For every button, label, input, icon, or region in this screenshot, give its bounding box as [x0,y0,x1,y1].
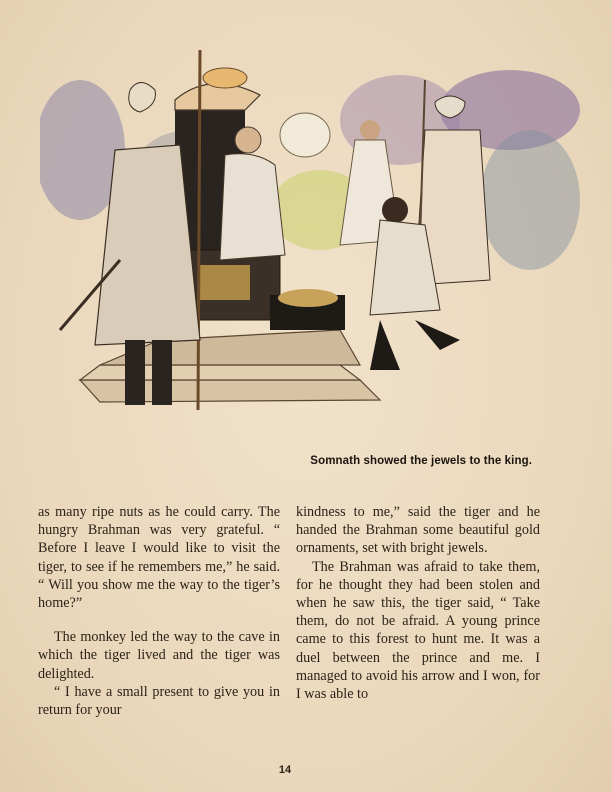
paragraph: The Brahman was afraid to take them, for he thought they had been stolen and when he saw this, the tiger said, “ Take them, do not be afraid. A young prince came to this forest to hunt me. It was a duel between the prince and me. I managed to avoid his arrow and I won, for I was able to [296,558,540,703]
paragraph: as many ripe nuts as he could carry. The hungry Brahman was very grateful. “ Before I leave I would like to visit the tiger, to see if he remembers me,” he said. “ Will you show me the way to the tiger’s home?” [38,504,280,612]
paragraph: kindness to me,” said the tiger and he handed the Brahman some beautiful gold ornaments, set with bright jewels. [296,504,540,557]
page-number: 14 [278,764,292,776]
text-column-right [296,503,540,703]
text-column-left [38,503,280,719]
illustration-caption: Somnath showed the jewels to the king. [310,455,532,467]
illustration-king-and-jewels [40,40,580,440]
paragraph: The monkey led the way to the cave in which the tiger lived and the tiger was delighted. [38,629,280,682]
paragraph: “ I have a small present to give you in return for your [38,683,280,719]
